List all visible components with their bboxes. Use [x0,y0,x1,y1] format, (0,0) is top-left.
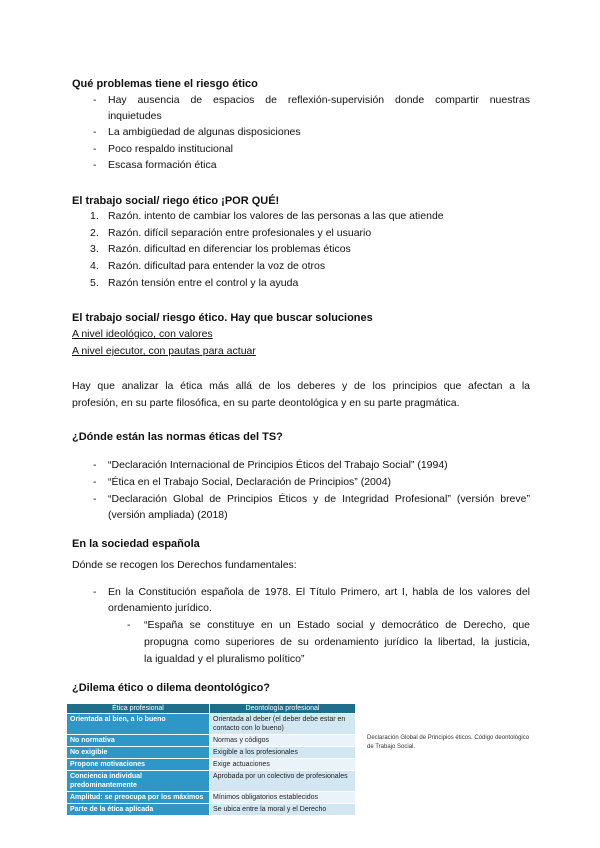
table-header-row [67,704,356,714]
heading-por-que: El trabajo social/ riego ético ¡POR QUÉ! [72,195,280,207]
paragraph-line: Hay que analizar la ética más allá de los deberes y de los principios que afectan a la [72,380,530,392]
table-row [67,804,356,816]
table-row [67,747,356,759]
numbered-item: Razón. dificultad para entender la voz de otros [108,260,326,272]
bullet-dash: - [93,459,97,471]
list-item: “Ética en el Trabajo Social, Declaración de Principios” (2004) [108,476,392,488]
table-cell: Normas y códigos [210,735,356,747]
list-number: 4. [90,260,99,272]
list-number: 3. [90,243,99,255]
table-cell: Se ubica entre la moral y el Derecho [210,804,356,816]
table-cell: Mínimos obligatorios establecidos [210,792,356,804]
numbered-item: Razón. dificultad en diferenciar los problemas éticos [108,243,351,255]
list-item: La ambigüedad de algunas disposiciones [108,126,301,138]
heading-sociedad: En la sociedad española [72,538,200,550]
list-item: Escasa formación ética [108,159,217,171]
table-header-etica: Ética profesional [67,704,210,714]
quote-line: propugna como superiores de su ordenamiento jurídico la libertad, la justicia, [144,636,530,648]
table-cell: Orientada al deber (el deber debe estar en contacto con lo bueno) [210,714,356,735]
list-number: 2. [90,227,99,239]
list-item: En la Constitución española de 1978. El Título Primero, art I, habla de los valores del [108,586,530,598]
underlined-line: A nivel ideológico, con valores [72,328,213,340]
table-header-deontologia: Deontología profesional [210,704,356,714]
table-cell: Orientada al bien, a lo bueno [67,714,210,735]
table-row [67,735,356,747]
list-item: ordenamiento jurídico. [108,602,212,614]
table-cell: Exigible a los profesionales [210,747,356,759]
bullet-dash: - [93,126,97,138]
list-number: 5. [90,277,99,289]
heading-normas: ¿Dónde están las normas éticas del TS? [72,431,283,443]
table-cell: Parte de la ética aplicada [67,804,210,816]
table-cell: No exigible [67,747,210,759]
list-item: “Declaración Global de Principios Éticos y de Integridad Profesional” (versión breve” [108,493,530,505]
bullet-dash: - [93,94,97,106]
comparison-table [66,703,356,816]
underlined-line: A nivel ejecutor, con pautas para actuar [72,345,256,357]
bullet-dash: - [93,159,97,171]
table-row [67,792,356,804]
table-cell: No normativa [67,735,210,747]
table-cell: Conciencia individual predominantemente [67,771,210,792]
list-item: Hay ausencia de espacios de reflexión-supervisión donde compartir nuestras [108,94,530,106]
table-row [67,714,356,735]
paragraph-line: profesión, en su parte filosófica, en su parte deontológica y en su parte pragmática. [72,397,460,409]
heading-dilema: ¿Dilema ético o dilema deontológico? [72,682,271,694]
quote-line: “España se constituye en un Estado social y democrático de Derecho, que [144,619,530,631]
heading-soluciones: El trabajo social/ riesgo ético. Hay que buscar soluciones [72,312,373,324]
table-cell: Amplitud: se preocupa por los máximos [67,792,210,804]
list-item: inquietudes [108,110,162,122]
list-number: 1. [90,210,99,222]
table-row [67,759,356,771]
numbered-item: Razón. difícil separación entre profesionales y el usuario [108,227,372,239]
quote-line: la igualdad y el pluralismo político” [144,653,305,665]
intro-line: Dónde se recogen los Derechos fundamentales: [72,559,297,571]
bullet-dash: - [93,143,97,155]
numbered-item: Razón. intento de cambiar los valores de las personas a las que atiende [108,210,444,222]
table-caption: Declaración Global de Principios éticos. Código deontológico de Trabajo Social. [367,735,530,750]
heading-problemas: Qué problemas tiene el riesgo ético [72,78,258,90]
table-row [67,771,356,792]
list-item: (versión ampliada) (2018) [108,509,228,521]
list-item: Poco respaldo institucional [108,143,233,155]
list-item: “Declaración Internacional de Principios Éticos del Trabajo Social” (1994) [108,459,448,471]
table-cell: Aprobada por un colectivo de profesionales [210,771,356,792]
numbered-item: Razón tensión entre el control y la ayuda [108,277,299,289]
bullet-dash: - [127,619,131,631]
bullet-dash: - [93,476,97,488]
bullet-dash: - [93,493,97,505]
table-cell: Propone motivaciones [67,759,210,771]
table-cell: Exige actuaciones [210,759,356,771]
bullet-dash: - [93,586,97,598]
